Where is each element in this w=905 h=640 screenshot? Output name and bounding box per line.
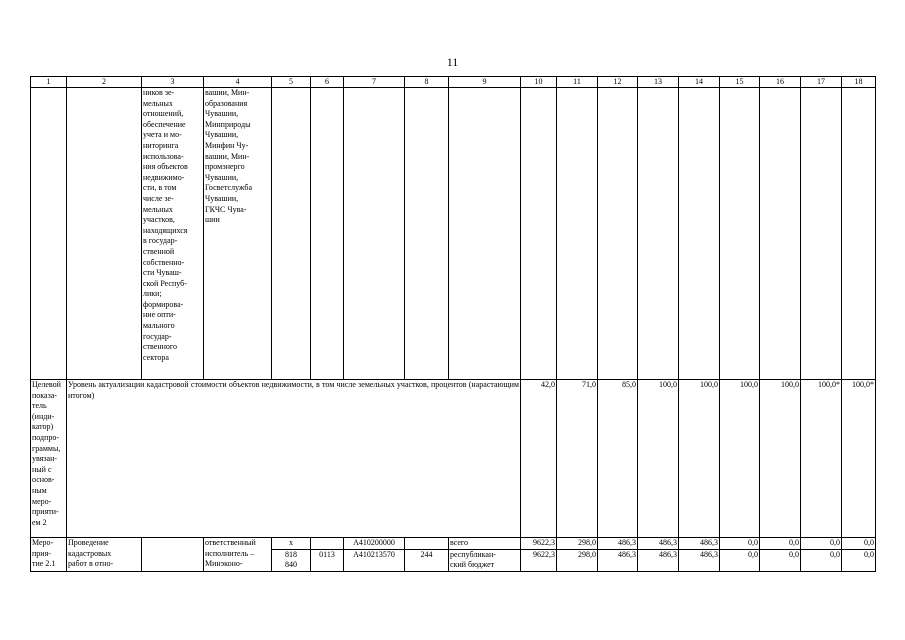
indicator-value: 100,0	[760, 380, 801, 538]
funding-source: всего	[449, 538, 521, 550]
measure-value: 298,0	[557, 549, 598, 571]
indicator-value: 100,0*	[801, 380, 842, 538]
col-number: 17	[801, 77, 842, 88]
expense-type: 244	[405, 549, 449, 571]
indicator-value: 42,0	[521, 380, 557, 538]
indicator-value: 85,0	[598, 380, 638, 538]
indicator-label: Целевой показа- тель (инди- катор) подпро- граммы, увязан- ный с основ- ным меро- прияти- ем 2	[31, 380, 67, 538]
col-number: 18	[842, 77, 876, 88]
col-number: 5	[272, 77, 311, 88]
indicator-description: Уровень актуализации кадастровой стоимости объектов недвижимости, в том числе земельных участков, процентов (нарастающим итогом)	[67, 380, 521, 538]
indicator-row	[31, 380, 876, 538]
measure-executor: ответственный исполнитель – Минэконо-	[204, 538, 272, 572]
col-number: 15	[720, 77, 760, 88]
col-number: 13	[638, 77, 679, 88]
indicator-value: 100,0	[638, 380, 679, 538]
measure-name: Проведение кадастровых работ в отно-	[67, 538, 142, 572]
col-number: 3	[142, 77, 204, 88]
measure-value: 0,0	[760, 538, 801, 550]
measure-value: 0,0	[720, 549, 760, 571]
indicator-value: 71,0	[557, 380, 598, 538]
col-number: 2	[67, 77, 142, 88]
col-number: 7	[344, 77, 405, 88]
measure-value: 486,3	[679, 538, 720, 550]
measure-value: 298,0	[557, 538, 598, 550]
col-number: 16	[760, 77, 801, 88]
expense-type	[405, 538, 449, 550]
measure-value: 0,0	[720, 538, 760, 550]
measure-row-total	[31, 538, 876, 550]
measure-value: 486,3	[598, 549, 638, 571]
measure-value: 0,0	[842, 549, 876, 571]
measure-label: Меро- прия- тие 2.1	[31, 538, 67, 572]
measure-value: 486,3	[638, 538, 679, 550]
grbs-code: 818	[285, 549, 297, 559]
section-code: 0113	[311, 549, 344, 571]
col-number: 12	[598, 77, 638, 88]
continuation-row	[31, 88, 876, 380]
coexecutors: вашии, Мин- образования Чувашии, Минприроды Чувашии, Минфин Чу- вашии, Мин- промэнерго Чувашии, Госветслужба Чувашии, ГКЧС Чува- шии	[204, 88, 272, 380]
indicator-value: 100,0*	[842, 380, 876, 538]
measure-value: 486,3	[638, 549, 679, 571]
col-number: 4	[204, 77, 272, 88]
target-article: А410200000	[344, 538, 405, 550]
measure-value: 0,0	[801, 538, 842, 550]
task-description: ников зе- мельных отношений, обеспечение учета и мо- ниторинга использова- ния объектов недвижимо- сти, в том числе зе- мельных участков, находящихся в государ- ственной собственно- сти Чуваш- ской Респуб- лики; формирова- ние опти- мального государ- ственного сектора	[142, 88, 204, 380]
measure-value: 486,3	[679, 549, 720, 571]
grbs-code: 840	[285, 560, 297, 570]
col-number: 1	[31, 77, 67, 88]
section-code	[311, 538, 344, 550]
measure-value: 0,0	[801, 549, 842, 571]
page-number: 11	[446, 55, 459, 69]
measure-value: 0,0	[760, 549, 801, 571]
col-number: 8	[405, 77, 449, 88]
target-article: А410213570	[344, 549, 405, 571]
col-number: 6	[311, 77, 344, 88]
measure-value: 9622,3	[521, 549, 557, 571]
grbs-code: х	[272, 538, 311, 550]
funding-source: республикан- ский бюджет	[449, 549, 521, 571]
col-number: 9	[449, 77, 521, 88]
col-number: 10	[521, 77, 557, 88]
column-number-row	[31, 77, 876, 88]
measure-value: 9622,3	[521, 538, 557, 550]
program-table	[30, 76, 876, 572]
col-number: 11	[557, 77, 598, 88]
col-number: 14	[679, 77, 720, 88]
measure-value: 0,0	[842, 538, 876, 550]
indicator-value: 100,0	[679, 380, 720, 538]
measure-value: 486,3	[598, 538, 638, 550]
indicator-value: 100,0	[720, 380, 760, 538]
